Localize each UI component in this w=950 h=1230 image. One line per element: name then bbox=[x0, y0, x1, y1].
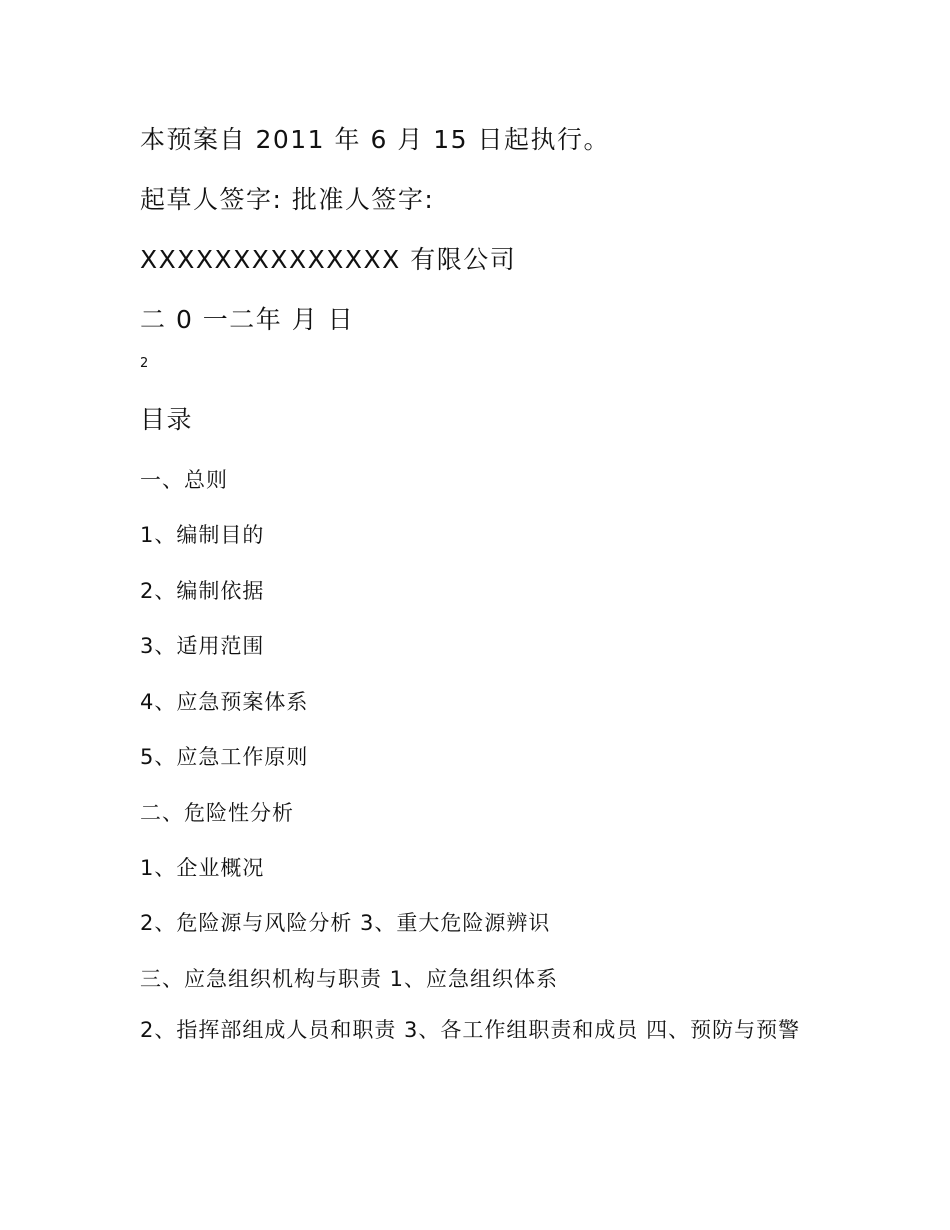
page-number: 2 bbox=[140, 356, 149, 371]
signature-line: 起草人签字: 批准人签字: bbox=[140, 185, 435, 214]
toc-item: 1、编制目的 bbox=[140, 523, 265, 547]
toc-item: 2、危险源与风险分析 3、重大危险源辨识 bbox=[140, 911, 551, 935]
toc-item: 5、应急工作原则 bbox=[140, 745, 309, 769]
toc-item: 2、指挥部组成人员和职责 3、各工作组职责和成员 四、预防与预警 bbox=[140, 1018, 801, 1042]
toc-title: 目录 bbox=[140, 405, 194, 434]
company-name-line: XXXXXXXXXXXXXX 有限公司 bbox=[140, 245, 517, 274]
toc-item: 三、应急组织机构与职责 1、应急组织体系 bbox=[140, 967, 559, 991]
toc-item: 3、适用范围 bbox=[140, 634, 265, 658]
toc-item: 二、危险性分析 bbox=[140, 801, 294, 825]
toc-item: 2、编制依据 bbox=[140, 579, 265, 603]
effective-date-line: 本预案自 2011 年 6 月 15 日起执行。 bbox=[140, 125, 611, 154]
toc-item: 4、应急预案体系 bbox=[140, 690, 309, 714]
toc-item: 1、企业概况 bbox=[140, 856, 265, 880]
toc-item: 一、总则 bbox=[140, 468, 228, 492]
date-line: 二 0 一二年 月 日 bbox=[140, 305, 355, 334]
